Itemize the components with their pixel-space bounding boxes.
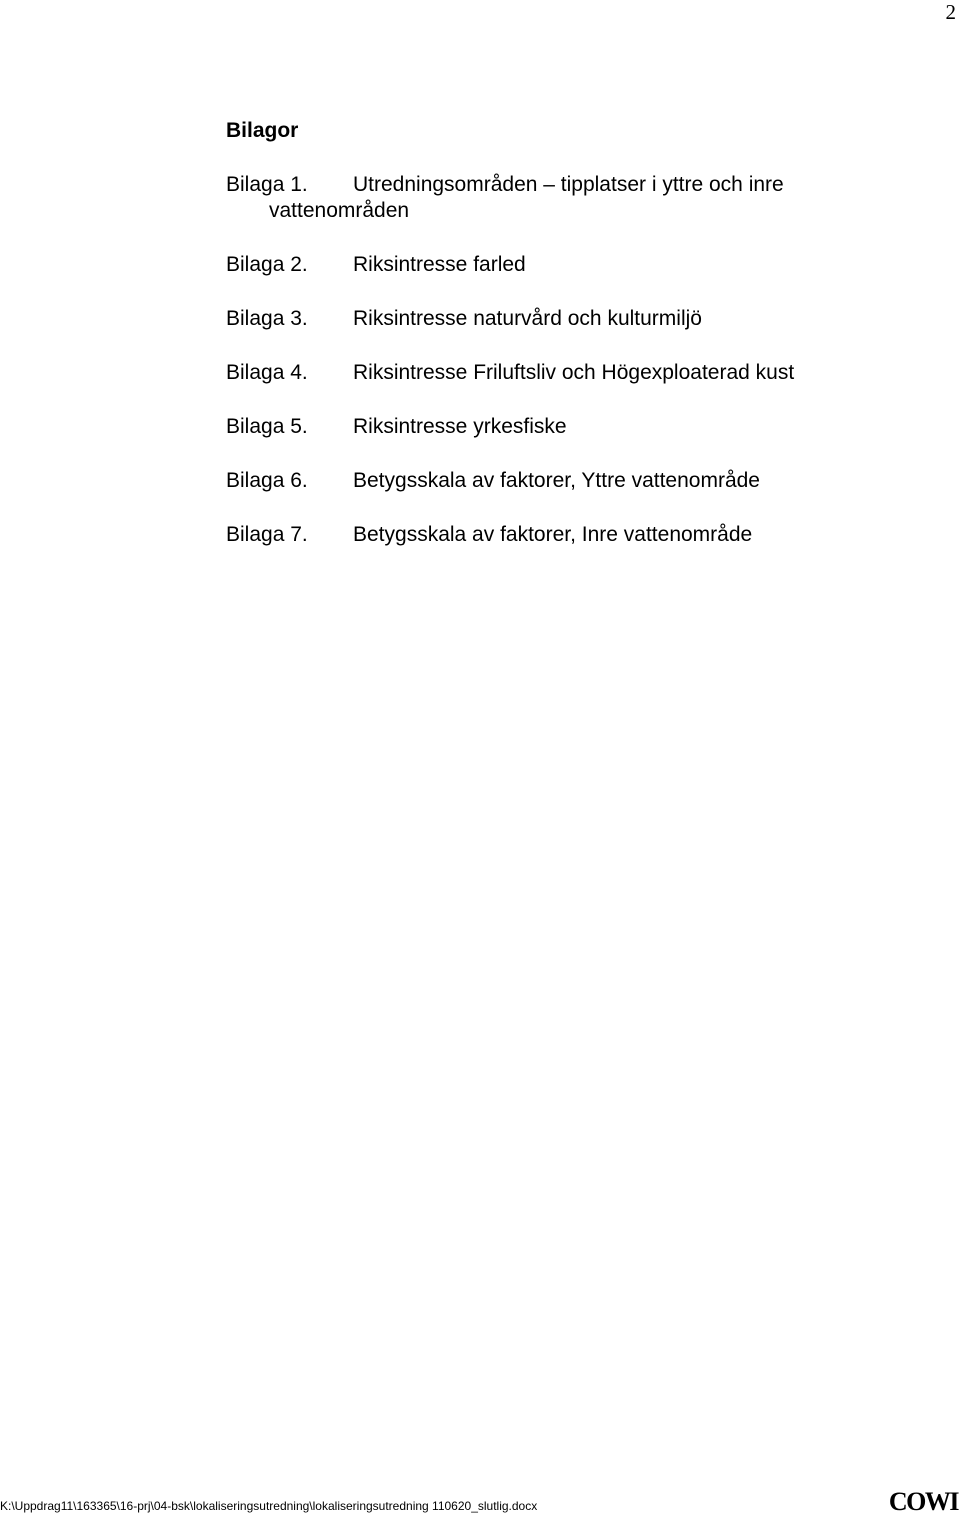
appendix-number: Bilaga 4.: [226, 361, 308, 384]
appendix-item-3: [226, 306, 866, 332]
appendix-title: Riksintresse farled: [353, 253, 526, 276]
page-heading: Bilagor: [226, 119, 299, 142]
appendix-item-2: [226, 252, 866, 278]
appendix-title: Riksintresse naturvård och kulturmiljö: [353, 307, 702, 330]
page-number: 2: [945, 0, 956, 24]
appendix-item-7: [226, 522, 866, 548]
appendix-title: Betygsskala av faktorer, Yttre vattenområde: [353, 469, 760, 492]
appendix-list: [226, 172, 866, 576]
appendix-title: Riksintresse Friluftsliv och Högexploaterad kust: [353, 361, 795, 384]
appendix-number: Bilaga 6.: [226, 469, 308, 492]
appendix-number: Bilaga 3.: [226, 307, 308, 330]
footer-file-path: K:\Uppdrag11\163365\16-prj\04-bsk\lokaliseringsutredning\lokaliseringsutredning 110620_slutlig.docx: [0, 1499, 538, 1513]
appendix-item-6: [226, 468, 866, 494]
appendix-item-1: [226, 172, 866, 224]
appendix-item-5: [226, 414, 866, 440]
appendix-title: Betygsskala av faktorer, Inre vattenområde: [353, 523, 753, 546]
appendix-number: Bilaga 5.: [226, 415, 308, 438]
appendix-title: Utredningsområden – tipplatser i yttre och inre: [353, 173, 784, 196]
appendix-number: Bilaga 1.: [226, 173, 308, 196]
cowi-logo: COWI: [888, 1487, 958, 1516]
appendix-title-continuation: vattenområden: [269, 199, 410, 222]
appendix-number: Bilaga 2.: [226, 253, 308, 276]
appendix-number: Bilaga 7.: [226, 523, 308, 546]
appendix-item-4: [226, 360, 866, 386]
appendix-title: Riksintresse yrkesfiske: [353, 415, 567, 438]
